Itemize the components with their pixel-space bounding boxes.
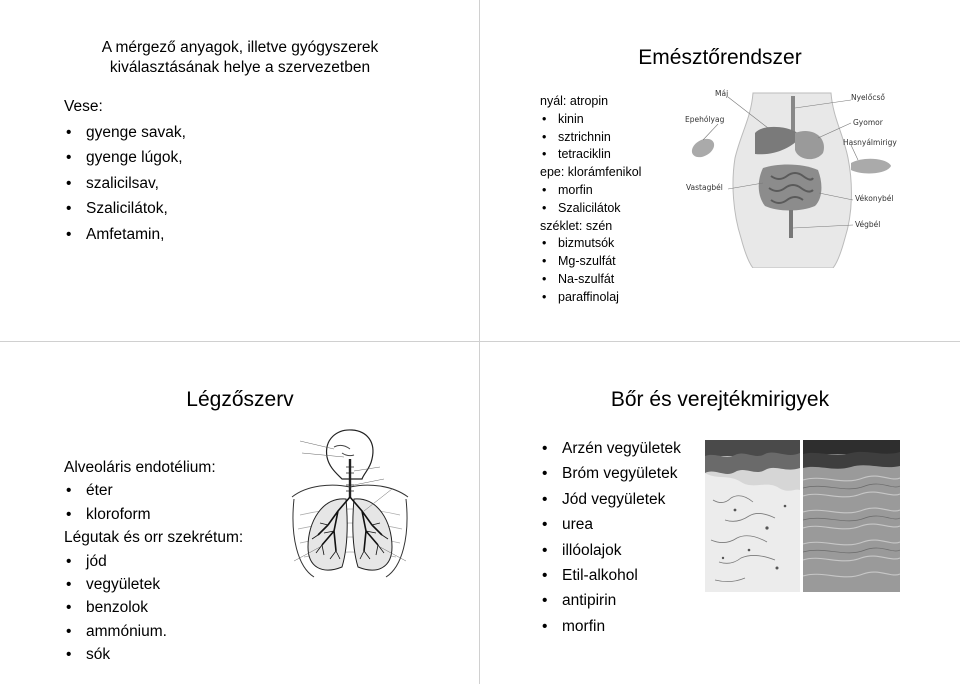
list-heading: széklet: szén bbox=[540, 218, 613, 233]
list-item: • sók bbox=[64, 643, 243, 666]
list-item: • Jód vegyületek bbox=[540, 487, 681, 512]
figure-label: Hasnyálmirigy bbox=[843, 138, 897, 147]
digestive-system-figure bbox=[683, 88, 898, 268]
slide4-list bbox=[540, 436, 681, 639]
list-item: • illóolajok bbox=[540, 538, 681, 563]
list-item: • morfin bbox=[540, 182, 641, 200]
list-item: • Na-szulfát bbox=[540, 271, 641, 289]
list-heading: nyál: atropin bbox=[540, 94, 609, 108]
list-item: • benzolok bbox=[64, 596, 243, 619]
slide1-heading: Vese: bbox=[64, 98, 103, 115]
list-item: • kinin bbox=[540, 111, 641, 129]
list-item: • éter bbox=[64, 479, 243, 502]
figure-label: Epehólyag bbox=[685, 115, 725, 124]
list-heading: Légutak és orr szekrétum: bbox=[64, 529, 244, 547]
list-item: • Amfetamin, bbox=[64, 222, 186, 248]
slide3-list bbox=[64, 456, 243, 667]
slide1-title bbox=[60, 38, 420, 78]
skin-histology-image bbox=[803, 440, 900, 592]
figure-label: Nyelőcső bbox=[851, 93, 885, 102]
list-heading: Alveoláris endotélium: bbox=[64, 459, 216, 476]
list-item: • Mg-szulfát bbox=[540, 253, 641, 271]
list-item: • jód bbox=[64, 550, 243, 573]
list-item: • tetraciklin bbox=[540, 146, 641, 164]
skin-histology-image bbox=[705, 440, 800, 592]
slide1-list bbox=[64, 94, 186, 247]
list-item: • Szalicilátok bbox=[540, 200, 641, 218]
list-item: • gyenge lúgok, bbox=[64, 145, 186, 171]
figure-label: Vékonybél bbox=[855, 194, 894, 203]
slide-divider-vertical bbox=[479, 0, 480, 684]
list-item: • Bróm vegyületek bbox=[540, 461, 681, 486]
respiratory-system-figure bbox=[272, 427, 422, 592]
figure-label: Végbél bbox=[855, 220, 881, 229]
list-item: • ammónium. bbox=[64, 620, 243, 643]
list-item: • Arzén vegyületek bbox=[540, 436, 681, 461]
list-item: • Szalicilátok, bbox=[64, 196, 186, 222]
list-item: • morfin bbox=[540, 614, 681, 639]
list-item: • sztrichnin bbox=[540, 129, 641, 147]
figure-label: Gyomor bbox=[853, 118, 883, 127]
list-item: • szalicilsav, bbox=[64, 171, 186, 197]
slide1-title-line2: kiválasztásának helye a szervezetben bbox=[109, 59, 371, 76]
list-item: • Etil-alkohol bbox=[540, 563, 681, 588]
list-item: • vegyületek bbox=[64, 573, 243, 596]
figure-label: Máj bbox=[715, 89, 729, 98]
slide4-title: Bőr és verejtékmirigyek bbox=[610, 388, 830, 411]
figure-label: Vastagbél bbox=[686, 183, 723, 192]
list-heading: epe: klorámfenikol bbox=[540, 165, 642, 180]
list-item: • gyenge savak, bbox=[64, 120, 186, 146]
list-item: • urea bbox=[540, 512, 681, 537]
slide1-title-line1: A mérgező anyagok, illetve gyógyszerek bbox=[101, 39, 379, 56]
list-item: • antipirin bbox=[540, 588, 681, 613]
slide2-list bbox=[540, 93, 641, 307]
slide2-title: Emésztőrendszer bbox=[638, 46, 802, 69]
list-item: • bizmutsók bbox=[540, 235, 641, 253]
slide3-title: Légzőszerv bbox=[186, 388, 294, 411]
slide-divider-horizontal bbox=[0, 341, 960, 342]
list-item: • kloroform bbox=[64, 503, 243, 526]
list-item: • paraffinolaj bbox=[540, 289, 641, 307]
